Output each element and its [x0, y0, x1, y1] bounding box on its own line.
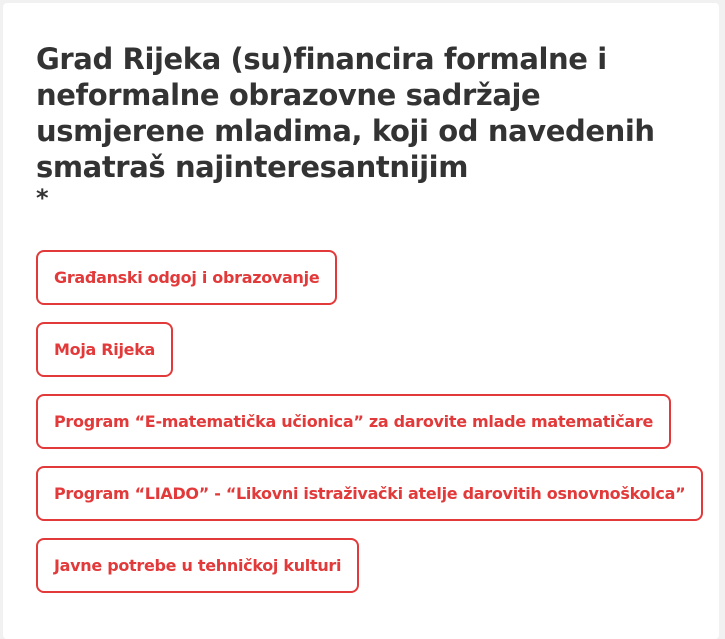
- option-tehnicka-kultura[interactable]: [36, 538, 359, 593]
- option-label: Program “LIADO” - “Likovni istraživački atelje darovitih osnovnoškolca”: [54, 484, 686, 503]
- option-moja-rijeka[interactable]: [36, 322, 173, 377]
- option-gradanski-odgoj[interactable]: [36, 250, 337, 305]
- option-label: Program “E-matematička učionica” za darovite mlade matematičare: [54, 412, 654, 431]
- option-liado[interactable]: [36, 466, 703, 521]
- option-label: Građanski odgoj i obrazovanje: [54, 268, 320, 287]
- question-text: Grad Rijeka (su)financira formalne i neformalne obrazovne sadržaje usmjerene mladima, koji od navedenih smatraš najinteresantnijim: [36, 42, 655, 184]
- question-title: [36, 41, 696, 211]
- required-marker: *: [36, 184, 49, 212]
- option-label: Moja Rijeka: [54, 340, 156, 359]
- option-e-matematicka-ucionica[interactable]: [36, 394, 671, 449]
- question-card: [3, 3, 719, 639]
- answer-options: [36, 250, 703, 593]
- option-label: Javne potrebe u tehničkoj kulturi: [54, 556, 342, 575]
